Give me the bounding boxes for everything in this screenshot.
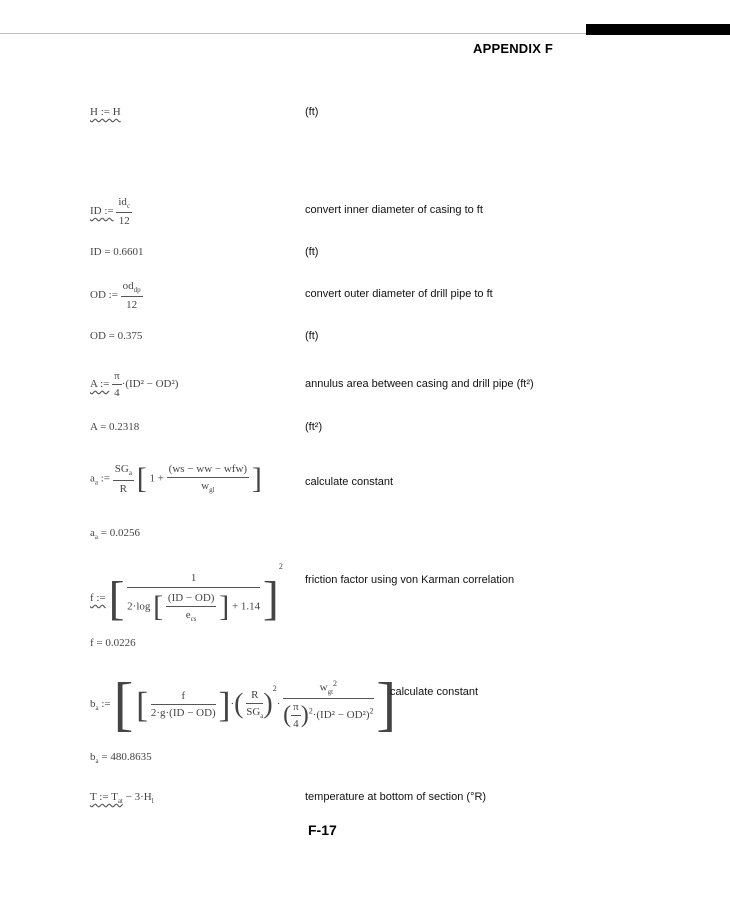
id-equation bbox=[90, 196, 132, 227]
ba-area: (ID² − OD²) bbox=[316, 708, 370, 721]
ba-value-rest: = 480.8635 bbox=[98, 751, 152, 763]
ba-f: f bbox=[151, 690, 216, 705]
id-den: 12 bbox=[118, 215, 130, 228]
ba-wg: w bbox=[319, 681, 328, 694]
aa-num1: SG bbox=[114, 463, 129, 476]
area-den: 4 bbox=[114, 387, 120, 399]
aa-note: calculate constant bbox=[305, 476, 394, 488]
ba-wg-exp: 2 bbox=[333, 679, 338, 689]
friction-right-bracket: ] bbox=[262, 571, 279, 625]
temp-lhs-sub: at bbox=[117, 797, 123, 806]
friction-fraction bbox=[127, 572, 260, 624]
h-assignment bbox=[90, 106, 121, 118]
ba-value bbox=[90, 751, 152, 765]
area-value: A = 0.2318 bbox=[90, 421, 140, 433]
id-fraction bbox=[116, 196, 132, 227]
od-fraction bbox=[121, 280, 143, 311]
id-value-note: (ft) bbox=[305, 246, 319, 258]
od-num: od bbox=[122, 280, 134, 292]
ba-SG: SG bbox=[246, 705, 261, 718]
ba-fraction-1 bbox=[151, 690, 216, 719]
ba-pi-fraction bbox=[291, 701, 301, 730]
friction-value: f = 0.0226 bbox=[90, 637, 136, 649]
ba-fraction-3: $w_{gt}^2$ ( $\frac{\pi}{4}$ )$^2\cdot(ID^2 - OD^2)^2$ bbox=[283, 679, 374, 730]
area-num: π bbox=[112, 370, 122, 385]
od-value: OD = 0.375 bbox=[90, 330, 143, 342]
area-lhs: A := bbox=[90, 378, 110, 391]
friction-inner-den: e bbox=[185, 608, 191, 621]
id-lhs: ID := bbox=[90, 205, 114, 218]
temperature-note: temperature at bottom of section (°R) bbox=[305, 791, 487, 803]
aa-one: 1 + bbox=[149, 472, 164, 485]
area-rhs: ·(ID² − OD²) bbox=[121, 378, 179, 391]
aa-lhs-sub: a bbox=[94, 478, 98, 487]
ba-den1: 2·g·(ID − OD) bbox=[150, 707, 216, 719]
od-note: convert outer diameter of drill pipe to ft bbox=[305, 288, 493, 300]
aa-equation bbox=[90, 462, 262, 496]
h-note: (ft) bbox=[305, 106, 319, 118]
temp-lhs: T := T bbox=[90, 791, 118, 803]
friction-lhs: f := bbox=[90, 592, 106, 604]
friction-note: friction factor using von Karman correlation bbox=[305, 574, 515, 586]
ba-inner-rbracket: ] bbox=[218, 684, 231, 725]
friction-inner-lbracket: [ bbox=[153, 590, 164, 624]
od-num-sub: dp bbox=[133, 286, 141, 295]
aa-value-var: a bbox=[90, 527, 95, 539]
aa-num1-sub: a bbox=[128, 469, 132, 478]
friction-equation bbox=[90, 562, 283, 626]
id-num-sub: c bbox=[126, 202, 131, 211]
aa-num2: (ws − ww − wfw) bbox=[167, 463, 249, 478]
ba-equation: $b_a$ := [ [ $\frac{f}{2\cdot g\cdot(ID - OD)}$ ]·( $\frac{R}{SG_a}$ )$^2$· $w_{gt}^2$ ( $\frac{\pi}{4}$ )$^2\cdot(ID^2 - OD^2)^2$ ] bbox=[90, 671, 397, 737]
ba-SG-sub: a bbox=[260, 712, 264, 721]
temp-rhs: − 3·H bbox=[122, 791, 152, 803]
area-value-note: (ft²) bbox=[305, 421, 323, 433]
id-value: ID = 0.6601 bbox=[90, 246, 144, 258]
page-number: F-17 bbox=[308, 822, 337, 838]
ba-paren-r: ) bbox=[263, 688, 273, 720]
od-lhs: OD := bbox=[90, 289, 118, 302]
ba-paren-l: ( bbox=[234, 688, 244, 720]
ba-lhs: b bbox=[90, 698, 96, 711]
ba-lhs-sub: a bbox=[95, 704, 99, 713]
aa-left-bracket: [ bbox=[136, 462, 147, 495]
friction-left-bracket: [ bbox=[108, 571, 125, 625]
ba-wg-sub: gt bbox=[327, 687, 334, 696]
aa-assign: := bbox=[100, 472, 111, 485]
od-value-note: (ft) bbox=[305, 330, 319, 342]
ba-fraction-2 bbox=[246, 689, 263, 720]
ba-value-var: b bbox=[90, 751, 96, 763]
friction-inner-den-sub: cs bbox=[190, 615, 197, 624]
friction-plus: + 1.14 bbox=[231, 601, 261, 613]
aa-den2-sub: gl bbox=[209, 486, 215, 495]
od-den: 12 bbox=[126, 299, 138, 312]
aa-value-sub: a bbox=[94, 533, 98, 542]
aa-value-rest: = 0.0256 bbox=[98, 527, 140, 539]
header-black-bar bbox=[586, 24, 730, 35]
id-num: id bbox=[118, 196, 127, 208]
h-assign-text: H := H bbox=[90, 106, 121, 118]
ba-assign: := bbox=[101, 698, 111, 711]
friction-inner-rbracket: ] bbox=[219, 590, 230, 624]
friction-exponent: 2 bbox=[278, 562, 283, 571]
ba-outer-lbracket: [ bbox=[113, 671, 134, 737]
ba-R: R bbox=[246, 689, 263, 704]
area-equation bbox=[90, 370, 178, 399]
ba-pi: π bbox=[291, 701, 301, 716]
ba-outer-rbracket: ] bbox=[376, 671, 397, 737]
friction-inner-fraction bbox=[166, 592, 217, 623]
ba-four: 4 bbox=[293, 717, 299, 730]
id-note: convert inner diameter of casing to ft bbox=[305, 204, 483, 216]
area-fraction bbox=[112, 370, 122, 399]
ba-note: calculate constant bbox=[390, 686, 479, 698]
aa-den2: w bbox=[201, 480, 210, 493]
temp-rhs-sub: l bbox=[151, 797, 154, 806]
friction-den-pre: 2·log bbox=[127, 601, 151, 613]
aa-lhs: a bbox=[90, 472, 95, 485]
appendix-title: APPENDIX F bbox=[473, 41, 554, 56]
friction-inner-num: (ID − OD) bbox=[166, 592, 217, 607]
aa-den1: R bbox=[119, 482, 128, 495]
friction-num: 1 bbox=[127, 572, 260, 588]
aa-value bbox=[90, 527, 140, 541]
ba-value-sub: a bbox=[95, 757, 99, 766]
ba-inner-lbracket: [ bbox=[136, 684, 149, 725]
area-note: annulus area between casing and drill pipe (ft²) bbox=[305, 378, 534, 390]
ba-ratio-exp: 2 bbox=[272, 684, 277, 694]
aa-right-bracket: ] bbox=[251, 462, 262, 495]
od-equation bbox=[90, 280, 143, 311]
aa-fraction-2 bbox=[167, 463, 249, 494]
temperature-equation bbox=[90, 791, 154, 805]
aa-fraction-1 bbox=[113, 463, 134, 494]
